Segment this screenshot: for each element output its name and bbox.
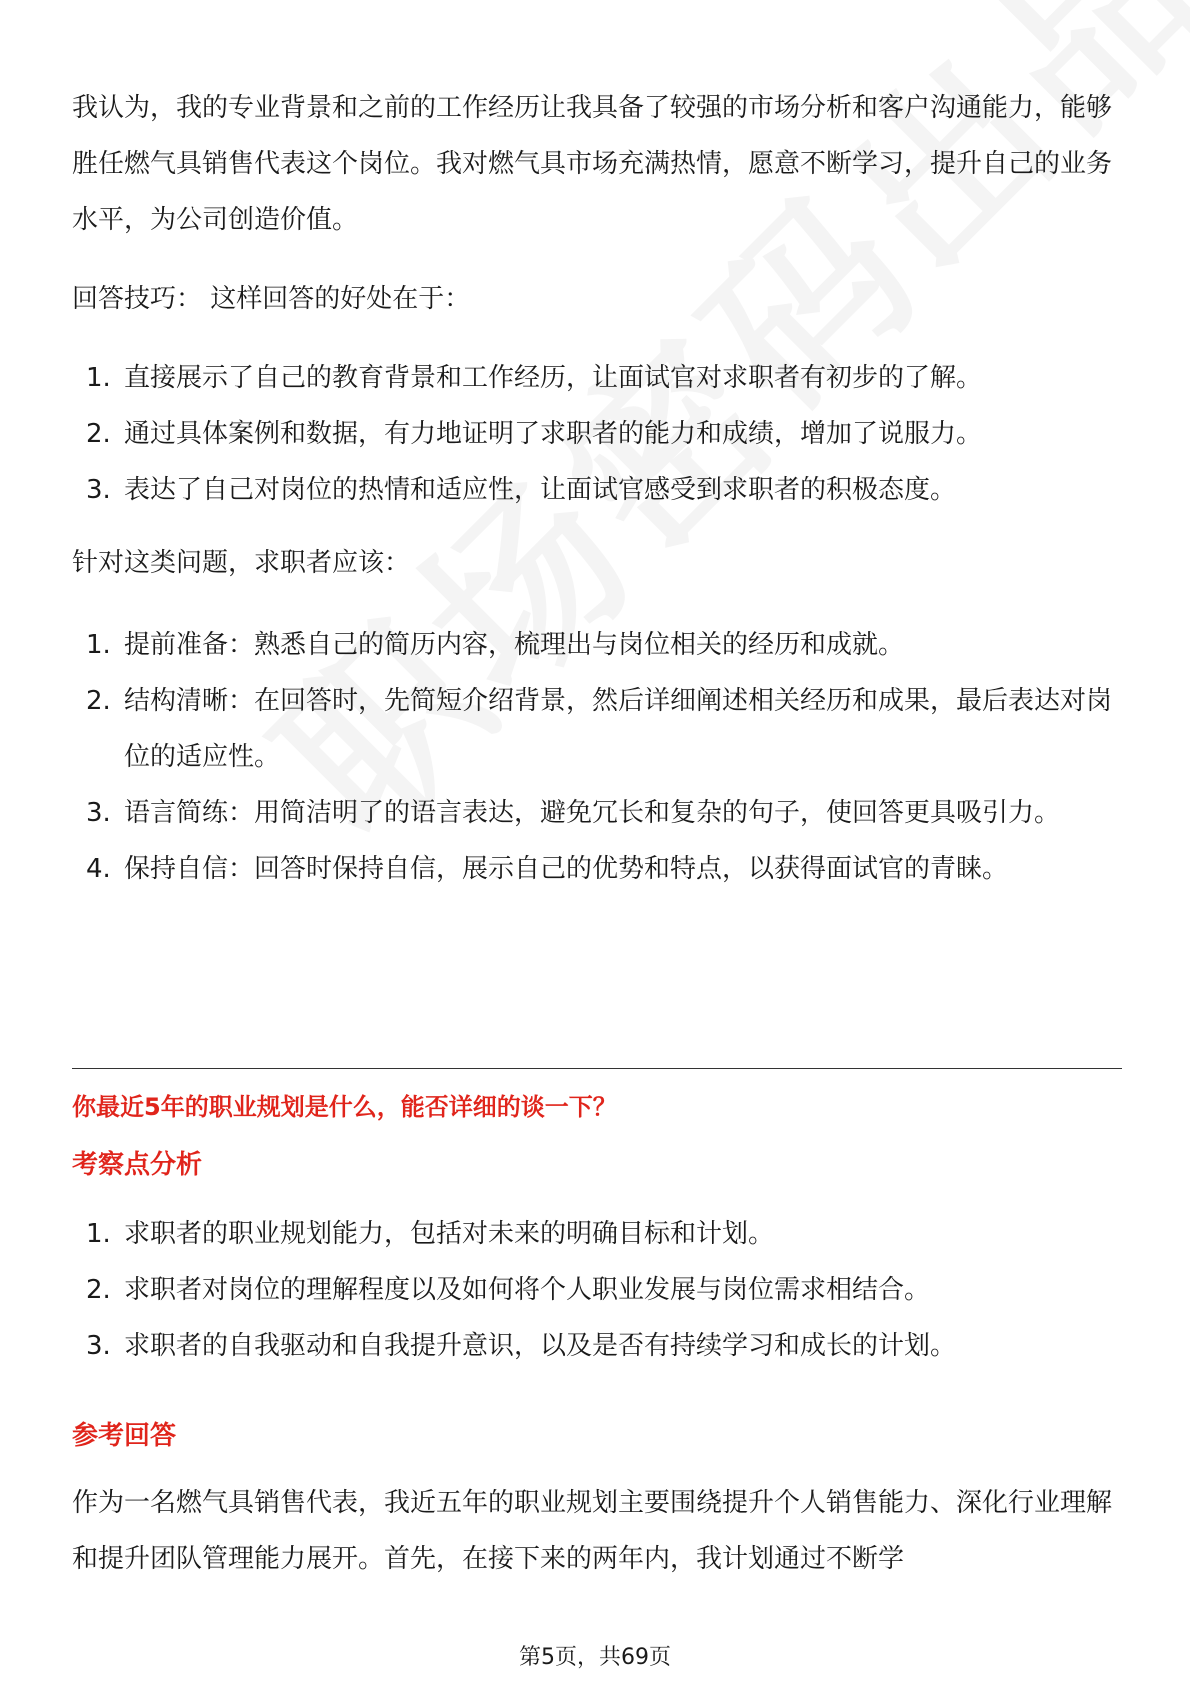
list-item: 3. 语言简练：用简洁明了的语言表达，避免冗长和复杂的句子，使回答更具吸引力。	[86, 798, 1061, 828]
analysis-heading: 考察点分析	[72, 1150, 203, 1180]
answer-paragraph: 作为一名燃气具销售代表，我近五年的职业规划主要围绕提升个人销售能力、深化行业理解和提升团队管理能力展开。首先，在接下来的两年内，我计划通过不断学	[72, 1488, 1113, 1574]
list-item: 1. 提前准备：熟悉自己的简历内容，梳理出与岗位相关的经历和成就。	[86, 630, 905, 660]
answer-heading: 参考回答	[72, 1421, 177, 1451]
tips-list	[72, 350, 1122, 518]
list-item: 2. 求职者对岗位的理解程度以及如何将个人职业发展与岗位需求相结合。	[86, 1275, 931, 1305]
list-item: 1. 求职者的职业规划能力，包括对未来的明确目标和计划。	[86, 1219, 775, 1249]
list-item: 3. 表达了自己对岗位的热情和适应性，让面试官感受到求职者的积极态度。	[86, 475, 957, 505]
advice-list	[72, 617, 1122, 897]
section-divider	[72, 1068, 1122, 1069]
list-item: 2. 结构清晰：在回答时，先简短介绍背景，然后详细阐述相关经历和成果，最后表达对岗位的适应性。	[86, 686, 1113, 772]
tips-heading: 回答技巧： 这样回答的好处在于：	[72, 284, 471, 314]
list-item: 2. 通过具体案例和数据，有力地证明了求职者的能力和成绩，增加了说服力。	[86, 419, 983, 449]
list-item: 1. 直接展示了自己的教育背景和工作经历，让面试官对求职者有初步的了解。	[86, 363, 983, 393]
page-number: 第5页，共69页	[519, 1645, 671, 1670]
question-title: 你最近5年的职业规划是什么，能否详细的谈一下？	[72, 1093, 617, 1121]
analysis-list	[72, 1206, 1122, 1374]
intro-paragraph: 我认为，我的专业背景和之前的工作经历让我具备了较强的市场分析和客户沟通能力，能够胜任燃气具销售代表这个岗位。我对燃气具市场充满热情，愿意不断学习，提升自己的业务水平，为公司创造价值。	[72, 93, 1113, 235]
list-item: 3. 求职者的自我驱动和自我提升意识，以及是否有持续学习和成长的计划。	[86, 1331, 957, 1361]
advice-heading: 针对这类问题，求职者应该：	[72, 548, 411, 578]
list-item: 4. 保持自信：回答时保持自信，展示自己的优势和特点，以获得面试官的青睐。	[86, 854, 1009, 884]
